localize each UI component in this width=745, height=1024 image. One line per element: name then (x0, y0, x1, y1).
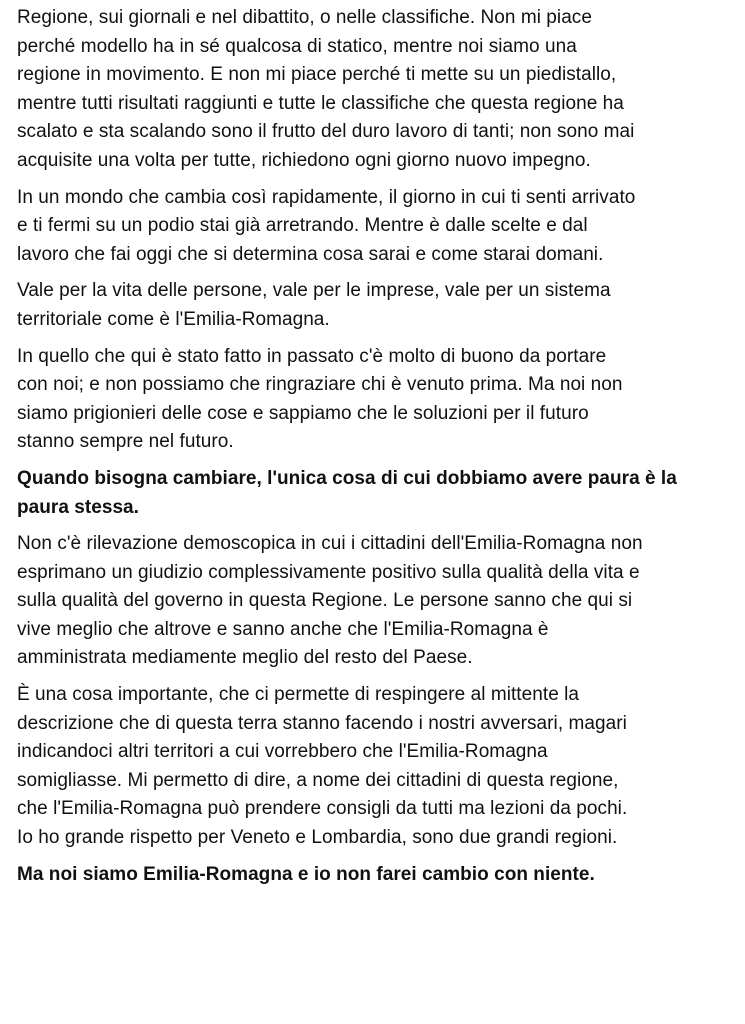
text-line: esprimano un giudizio complessivamente positivo sulla qualità della vita e (17, 561, 640, 583)
text-line: In quello che qui è stato fatto in passato c'è molto di buono da portare (17, 345, 607, 367)
paragraph-7 (17, 681, 733, 853)
bold-statement-1 (17, 465, 733, 522)
text-line: Quando bisogna cambiare, l'unica cosa di cui dobbiamo avere paura è la (17, 467, 677, 489)
text-line: territoriale come è l'Emilia-Romagna. (17, 308, 330, 330)
text-line: somigliasse. Mi permetto di dire, a nome dei cittadini di questa regione, (17, 769, 619, 791)
text-line: regione in movimento. E non mi piace perché ti mette su un piedistallo, (17, 64, 617, 86)
text-line: È una cosa importante, che ci permette di respingere al mittente la (17, 684, 580, 706)
text-line: lavoro che fai oggi che si determina cosa sarai e come starai domani. (17, 243, 604, 265)
text-line: Vale per la vita delle persone, vale per le imprese, vale per un sistema (17, 280, 611, 302)
text-line: che l'Emilia-Romagna può prendere consigli da tutti ma lezioni da pochi. (17, 798, 628, 820)
text-line: paura stessa. (17, 496, 139, 518)
text-line: Ma noi siamo Emilia-Romagna e io non farei cambio con niente. (17, 863, 595, 885)
text-line: mentre tutti risultati raggiunti e tutte le classifiche che questa regione ha (17, 92, 624, 114)
text-line: con noi; e non possiamo che ringraziare chi è venuto prima. Ma noi non (17, 374, 623, 396)
text-line: Non c'è rilevazione demoscopica in cui i cittadini dell'Emilia-Romagna non (17, 533, 643, 555)
text-line: Regione, sui giornali e nel dibattito, o nelle classifiche. Non mi piace (17, 7, 592, 28)
text-line: e ti fermi su un podio stai già arretrando. Mentre è dalle scelte e dal (17, 215, 588, 237)
paragraph-4 (17, 343, 733, 457)
text-line: amministrata mediamente meglio del resto del Paese. (17, 647, 473, 669)
paragraph-3 (17, 277, 733, 334)
text-line: scalato e sta scalando sono il frutto del duro lavoro di tanti; non sono mai (17, 121, 635, 143)
text-line: indicandoci altri territori a cui vorrebbero che l'Emilia-Romagna (17, 741, 548, 763)
text-line: In un mondo che cambia così rapidamente, il giorno in cui ti senti arrivato (17, 186, 636, 208)
paragraph-2 (17, 184, 733, 270)
text-line: descrizione che di questa terra stanno facendo i nostri avversari, magari (17, 712, 627, 734)
text-line: siamo prigionieri delle cose e sappiamo che le soluzioni per il futuro (17, 402, 589, 424)
text-line: perché modello ha in sé qualcosa di statico, mentre noi siamo una (17, 35, 577, 57)
text-line: sulla qualità del governo in questa Regione. Le persone sanno che qui si (17, 590, 633, 612)
text-line: stanno sempre nel futuro. (17, 431, 234, 453)
paragraph-1 (17, 4, 733, 176)
bold-statement-2 (17, 861, 733, 890)
text-line: acquisite una volta per tutte, richiedono ogni giorno nuovo impegno. (17, 149, 591, 171)
text-line: vive meglio che altrove e sanno anche che l'Emilia-Romagna è (17, 618, 549, 640)
paragraph-6 (17, 530, 733, 673)
text-line: Io ho grande rispetto per Veneto e Lombardia, sono due grandi regioni. (17, 827, 618, 849)
